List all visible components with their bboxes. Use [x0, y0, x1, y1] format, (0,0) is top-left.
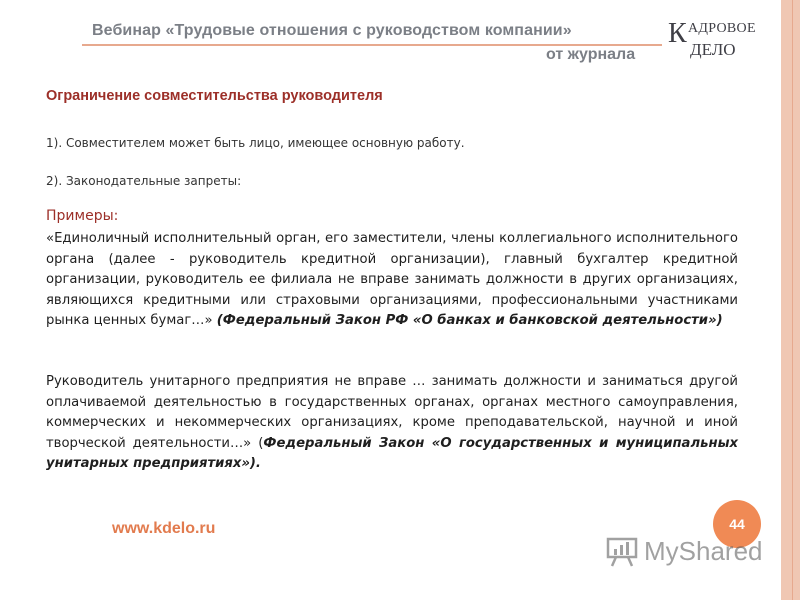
section-heading: Ограничение совместительства руководителя	[46, 88, 383, 104]
quote-unitary-source: Федеральный Закон «О государственных и муниципальных унитарных предприятиях»).	[46, 435, 739, 472]
quote-unitary	[46, 372, 738, 475]
webinar-title: Вебинар «Трудовые отношения с руководством компании»	[92, 22, 572, 39]
point-1: 1). Совместителем может быть лицо, имеющее основную работу.	[46, 136, 465, 150]
myshared-watermark	[606, 534, 776, 572]
logo-line-1: КАДРОВОЕ	[668, 18, 756, 49]
watermark-text: MyShared	[644, 536, 763, 566]
logo-line-2: ДЕЛО	[690, 40, 736, 59]
website-link[interactable]: www.kdelo.ru	[112, 520, 216, 537]
quote-banks-source: (Федеральный Закон РФ «О банках и банковской деятельности»)	[216, 313, 723, 329]
quote-unitary-text: Руководитель унитарного предприятия не вправе … занимать должности и заниматься другой оплачиваемой деятельностью в государственных органах, органах местного самоуправления, коммерческих и некоммерческих организациях, кроме преподавательской, научной и иной творческой деятельности…» (	[46, 374, 738, 451]
kadrovoe-delo-logo	[668, 18, 756, 60]
presentation-icon	[606, 536, 640, 568]
quote-banks	[46, 229, 738, 332]
examples-label: Примеры:	[46, 208, 119, 224]
side-decoration-bar	[781, 0, 800, 600]
side-decoration-line	[792, 0, 793, 600]
point-2: 2). Законодательные запреты:	[46, 174, 242, 188]
page-number-badge: 44	[713, 500, 761, 548]
quote-banks-text: «Единоличный исполнительный орган, его заместители, члены коллегиального исполнительного органа (далее - руководитель кредитной организации), главный бухгалтер кредитной организации, руководитель ее филиала не вправе занимать должности в других организациях, являющихся кредитными или страховыми организациями, профессиональными участниками рынка ценных бумаг…»	[46, 231, 738, 329]
webinar-subtitle: от журнала	[546, 46, 636, 63]
